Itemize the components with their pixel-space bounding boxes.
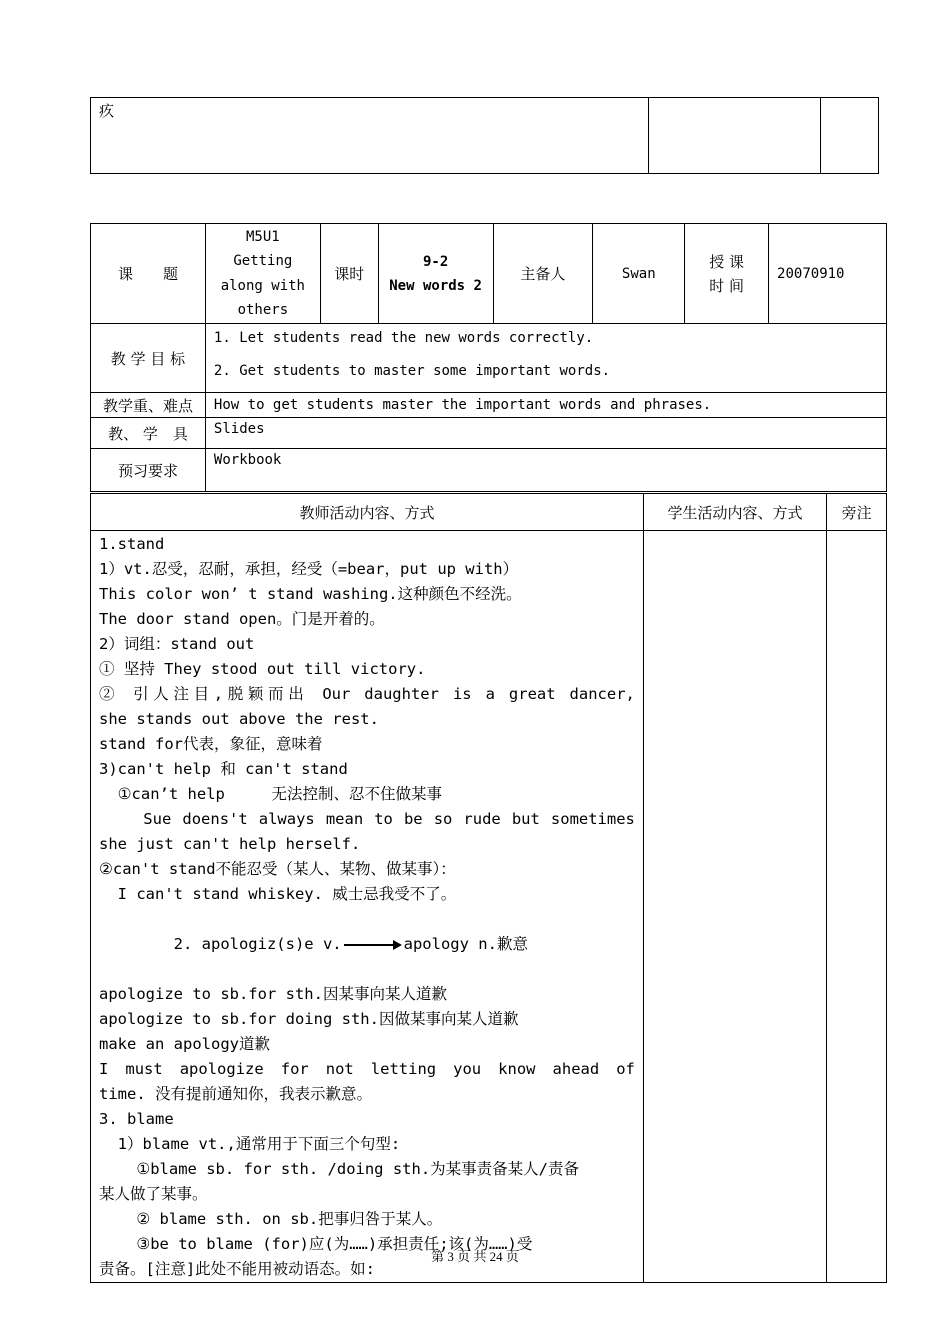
content-line: she just can't help herself.: [99, 835, 361, 853]
content-line: 某人做了某事。: [99, 1185, 208, 1203]
content-line: I must apologize for not letting you know ahead of: [99, 1060, 635, 1078]
content-line-apologize: [99, 907, 635, 982]
teacher-activity-content: [91, 531, 644, 1283]
content-line: stand for代表，象征，意味着: [99, 735, 323, 753]
top-table-student-cell: [648, 98, 820, 174]
teacher-column-header: 教师活动内容、方式: [91, 494, 644, 531]
preparer-value: Swan: [593, 224, 685, 324]
content-line: ②can't stand不能忍受（某人、某物、做某事）：: [99, 860, 456, 878]
preview-label: 预习要求: [91, 449, 206, 492]
content-line: 责备。[注意]此处不能用被动语态。如:: [99, 1260, 375, 1278]
content-line: ①can’t help 无法控制、忍不住做某事: [99, 785, 443, 803]
top-table: [90, 97, 879, 174]
aids-value: Slides: [205, 418, 886, 449]
preparer-label: 主备人: [493, 224, 593, 324]
period-line-1: 9-2: [422, 253, 449, 270]
apologize-verb: 2. apologiz(s)e v.: [173, 935, 342, 953]
apology-noun: apology n.歉意: [403, 935, 528, 953]
content-line: I can't stand whiskey. 威士忌我受不了。: [99, 885, 457, 903]
content-line: time. 没有提前通知你，我表示歉意。: [99, 1085, 372, 1103]
content-line: Sue doens't always mean to be so rude but sometimes: [99, 810, 635, 828]
topic-line-2: Getting: [233, 253, 293, 269]
topic-line-4: others: [237, 302, 289, 318]
goal-item-2: 2. Get students to master some important words.: [213, 363, 611, 379]
content-line: This color won’ t stand washing.这种颜色不经洗。: [99, 585, 522, 603]
content-line: 1）vt.忍受，忍耐，承担，经受（=bear，put up with）: [99, 560, 519, 578]
notes-content: [827, 531, 887, 1283]
goals-label: 教 学 目 标: [91, 324, 206, 393]
preview-value: Workbook: [205, 449, 886, 492]
page-footer: 第 3 页 共 24 页: [431, 1249, 519, 1264]
date-label-line-2: 时 间: [709, 276, 745, 295]
content-line: 2）词组：stand out: [99, 635, 255, 653]
content-line: ② 引人注目,脱颖而出 Our daughter is a great dancer,: [99, 685, 635, 703]
content-line: make an apology道歉: [99, 1035, 270, 1053]
period-label: 课时: [320, 224, 378, 324]
student-activity-content: [643, 531, 826, 1283]
topic-line-1: M5U1: [246, 228, 280, 245]
content-line: ①blame sb. for sth. /doing sth.为某事责备某人/责备: [99, 1160, 580, 1178]
key-points-value: How to get students master the important words and phrases.: [205, 393, 886, 418]
content-line: 3)can't help 和 can't stand: [99, 760, 348, 778]
activity-table: [90, 493, 887, 1283]
topic-line-3: along with: [220, 277, 305, 294]
student-column-header: 学生活动内容、方式: [643, 494, 826, 531]
date-value: 20070910: [769, 224, 887, 324]
content-line: apologize to sb.for doing sth.因做某事向某人道歉: [99, 1010, 519, 1028]
top-table-text: 疚: [99, 102, 115, 120]
notes-column-header: 旁注: [827, 494, 887, 531]
aids-label: 教、 学 具: [91, 418, 206, 449]
content-line: ③be to blame (for)应(为……)承担责任;该(为……)受: [99, 1235, 533, 1253]
period-line-2: New words 2: [389, 277, 482, 294]
date-label-line-1: 授 课: [709, 252, 745, 271]
top-table-main-cell: [91, 98, 649, 174]
content-line: apologize to sb.for sth.因某事向某人道歉: [99, 985, 447, 1003]
content-line: 1）blame vt.,通常用于下面三个句型:: [99, 1135, 401, 1153]
content-line: she stands out above the rest.: [99, 710, 379, 728]
goals-value: [205, 324, 886, 393]
top-table-notes-cell: [821, 98, 879, 174]
period-value: [378, 224, 493, 324]
key-points-label: 教学重、难点: [91, 393, 206, 418]
goal-item-1: 1. Let students read the new words correctly.: [213, 330, 594, 346]
content-line: ① 坚持 They stood out till victory.: [99, 660, 426, 678]
content-line: 3. blame: [99, 1110, 174, 1128]
right-arrow-icon: [344, 940, 402, 950]
content-line: ② blame sth. on sb.把事归咎于某人。: [99, 1210, 443, 1228]
content-line: 1.stand: [99, 535, 165, 553]
date-label: [685, 224, 769, 324]
topic-label: 课 题: [91, 224, 206, 324]
topic-value: [205, 224, 320, 324]
lesson-table: [90, 223, 887, 492]
content-line: The door stand open。门是开着的。: [99, 610, 385, 628]
